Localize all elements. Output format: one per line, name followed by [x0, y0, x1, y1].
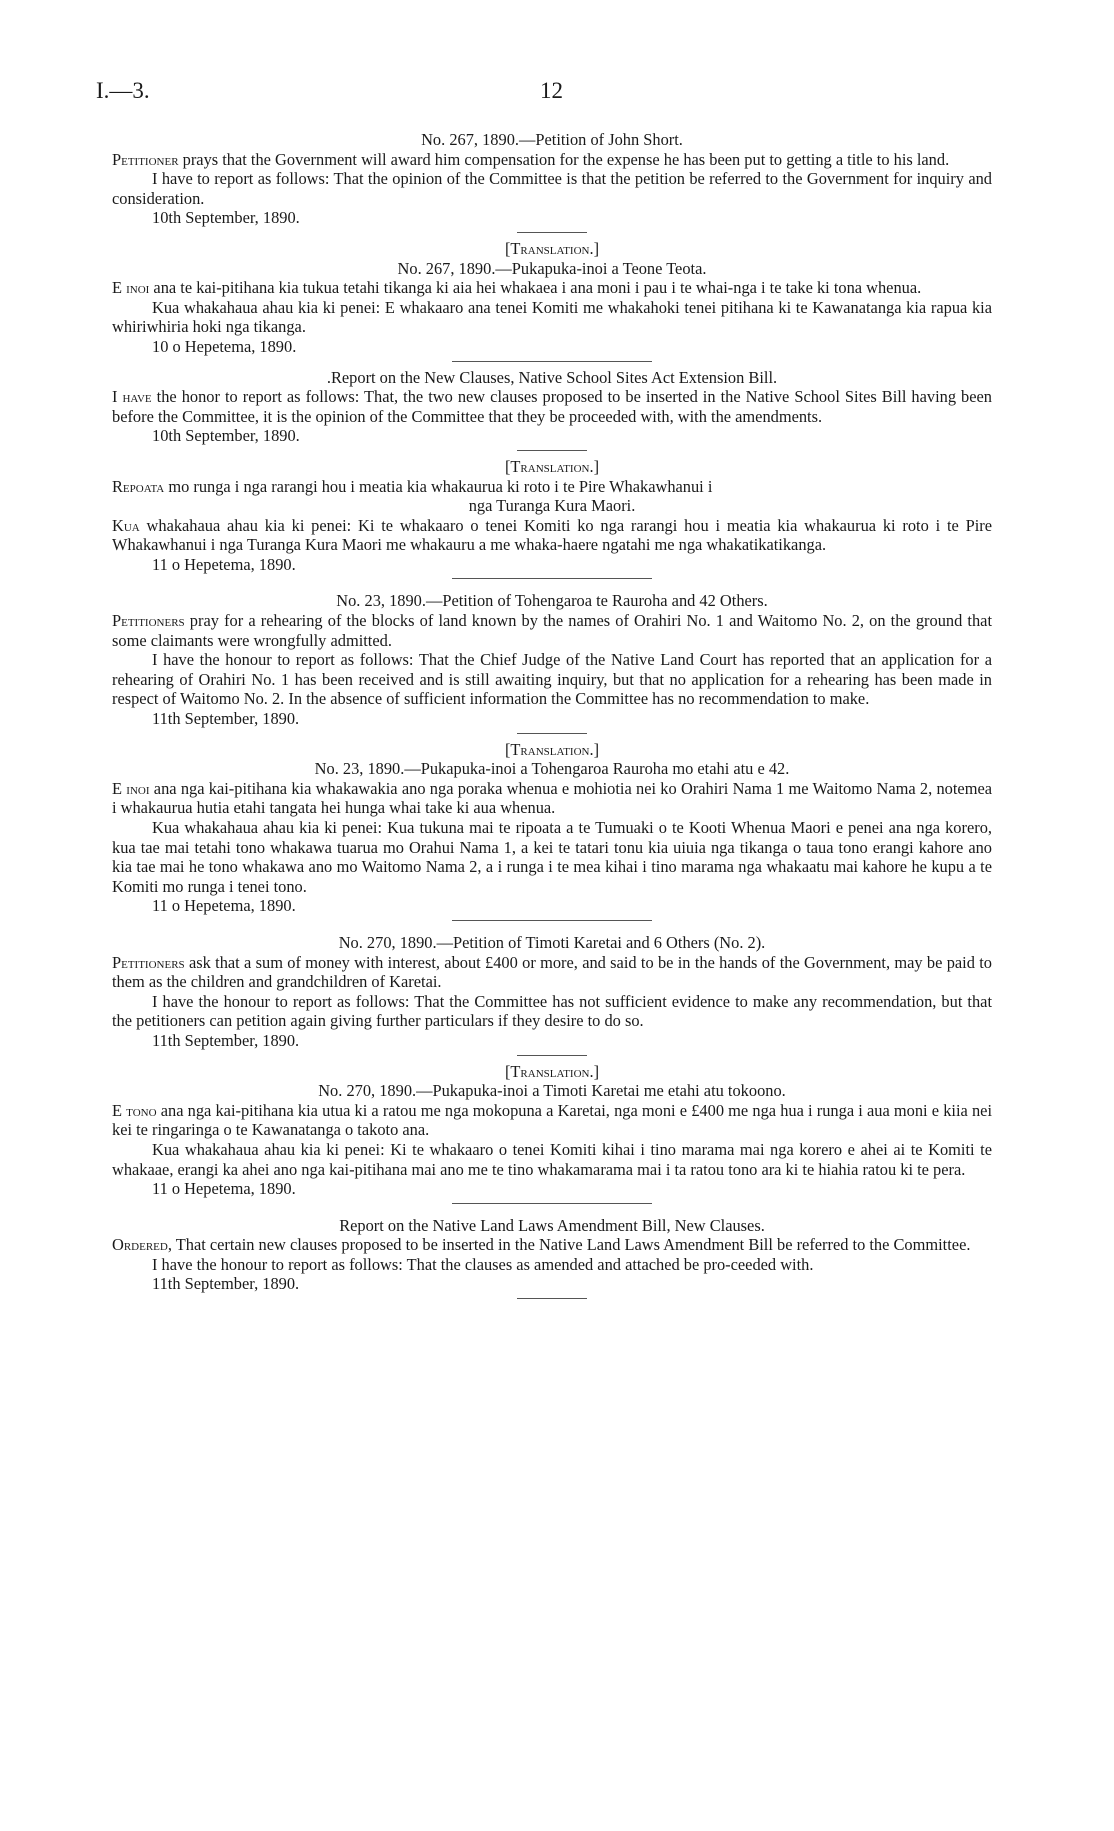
translation-label: [Translation.]	[504, 456, 600, 476]
committee-report: Kua whakahaua ahau kia ki penei: E whakaaro ana tenei Komiti me whakahoki tenei pitihana ki te Kawanatanga kia rapua kia whiriwhiria hoki nga tikanga.	[112, 297, 992, 337]
report-date: 11 o Hepetema, 1890.	[152, 896, 296, 916]
section-divider	[452, 578, 652, 579]
petition-summary	[112, 953, 992, 992]
paragraph-text: That certain new clauses proposed to be inserted in the Native Land Laws Amendment Bill be referred to the Committee.	[171, 1235, 971, 1255]
paragraph-text: prays that the Government will award him compensation for the expense he has been put to getting a title to his land.	[178, 149, 950, 169]
report-title-continued: nga Turanga Kura Maori.	[468, 496, 636, 516]
translation-label: [Translation.]	[504, 238, 600, 258]
lead-word: I have	[112, 387, 152, 407]
petition-title: No. 23, 1890.—Petition of Tohengaroa te Rauroha and 42 Others.	[336, 591, 768, 611]
paragraph-text: whakahaua ahau kia ki penei: Ki te whakaaro o tenei Komiti ko nga rarangi hou i meatia kia whakaurua ki roto i te Pire Whakawhanui i nga Turanga Kura Maori me whakauru a me whaka-haere ngatahi me nga whakatikatikanga.	[112, 515, 992, 555]
divider	[517, 1298, 587, 1299]
divider	[517, 1055, 587, 1056]
lead-word: Petitioner	[112, 149, 179, 169]
paragraph-text: the honor to report as follows: That, the two new clauses proposed to be inserted in the Native School Sites Bill having been before the Committee, it is the opinion of the Committee that they be proceeded with, with the amendments.	[112, 387, 992, 426]
petition-title: No. 270, 1890.—Petition of Timoti Karetai and 6 Others (No. 2).	[338, 932, 766, 952]
translation-label: [Translation.]	[504, 1061, 600, 1081]
committee-report: Kua whakahaua ahau kia ki penei: Ki te whakaaro o tenei Komiti kihai i tino marama mai nga korero e ahei ai te Komiti te whakaae, erangi ka ahei ano nga kai-pitihana mai ano me te tino whakamarama mai i ta ratou tono ara ki te hiahia ratou ki te pera.	[112, 1139, 992, 1179]
committee-report: I have to report as follows: That the opinion of the Committee is that the petition be referred to the Government for inquiry and consideration.	[112, 169, 992, 208]
report-title: .Report on the New Clauses, Native School Sites Act Extension Bill.	[326, 367, 778, 387]
lead-word: E inoi	[112, 778, 150, 798]
committee-report: I have the honour to report as follows: That the Chief Judge of the Native Land Court has reported that an application for a rehearing of Orahiri No. 1 has been received and is still awaiting inquiry, but that no application for a rehearing has been made in respect of Waitomo No. 2. In the absence of sufficient information the Committee has no recommendation to make.	[112, 650, 992, 709]
divider	[517, 450, 587, 451]
paragraph-text: mo runga i nga rarangi hou i meatia kia whakaurua ki roto i te Pire Whakawhanui i	[164, 476, 713, 496]
petition-title: No. 267, 1890.—Petition of John Short.	[421, 130, 683, 149]
committee-report: Kua whakahaua ahau kia ki penei: Kua tukuna mai te ripoata a te Tumuaki o te Kooti Whenua Maori e penei ana nga korero, kua tae mai tetahi tono whakawa tuarua mo Orahui Nama 1, a kei te tatari tonu kia uiuia nga tikanga o taua tono erangi kahore ano kia tae mai he tono whakawa ano mo Waitomo Nama 2, a i runga i te mea kihai i tino marama nga whakaatu mai kahore he kupu a te Komiti mo runga i tenei tono.	[112, 818, 992, 896]
report-date: 11th September, 1890.	[152, 1030, 300, 1050]
report-date: 10th September, 1890.	[152, 426, 300, 446]
paragraph-text: ana nga kai-pitihana kia whakawakia ano nga poraka whenua e mohiotia nei ko Orahiri Nama 1 me Waitomo Nama 2, notemea i whakaurua hutia etahi tangata hei hunga whai take ki aua whenua.	[112, 778, 992, 818]
petition-summary	[112, 1101, 992, 1140]
petition-title: No. 270, 1890.—Pukapuka-inoi a Timoti Karetai me etahi atu tokoono.	[318, 1081, 786, 1101]
lead-word: E tono	[112, 1100, 157, 1120]
report-date: 11 o Hepetema, 1890.	[152, 1179, 296, 1199]
divider	[517, 232, 587, 233]
lead-word: E inoi	[112, 278, 150, 298]
paragraph-text: ana te kai-pitihana kia tukua tetahi tikanga ki aia hei whakaea i ana moni i pau i te whai-nga i te take ki tona whenua.	[149, 278, 922, 298]
report-date: 10th September, 1890.	[152, 208, 300, 228]
section-divider	[452, 920, 652, 921]
committee-report	[112, 516, 992, 555]
document-body	[112, 130, 992, 1305]
section-divider	[452, 1203, 652, 1204]
translation-label: [Translation.]	[504, 739, 600, 759]
lead-word: Kua	[112, 515, 140, 535]
report-date: 11 o Hepetema, 1890.	[152, 554, 296, 574]
lead-word: Ordered,	[112, 1235, 172, 1255]
committee-report: I have the honour to report as follows: That the Committee has not sufficient evidence to make any recommendation, but that the petitioners can petition again giving further particulars if they desire to do so.	[112, 991, 992, 1031]
petition-summary	[112, 278, 992, 298]
lead-word: Repoata	[112, 476, 165, 496]
section-divider	[452, 361, 652, 362]
page-number: 12	[540, 78, 563, 103]
petition-summary	[112, 779, 992, 818]
report-title: Report on the Native Land Laws Amendment Bill, New Clauses.	[339, 1215, 765, 1235]
petition-title: No. 23, 1890.—Pukapuka-inoi a Tohengaroa Rauroha mo etahi atu e 42.	[314, 759, 790, 779]
committee-report: I have the honour to report as follows: That the clauses as amended and attached be pro-ceeded with.	[152, 1254, 814, 1274]
order-text	[112, 1235, 992, 1255]
divider	[517, 733, 587, 734]
lead-word: Petitioners	[112, 952, 185, 972]
report-date: 11th September, 1890.	[152, 1274, 300, 1294]
petition-summary	[112, 611, 992, 650]
report-date: 10 o Hepetema, 1890.	[152, 336, 297, 356]
report-date: 11th September, 1890.	[152, 709, 300, 729]
committee-report	[112, 387, 992, 426]
paragraph-text: pray for a rehearing of the blocks of land known by the names of Orahiri No. 1 and Waitomo No. 2, on the ground that some claimants were wrongfully admitted.	[112, 611, 992, 650]
report-title	[112, 477, 992, 497]
lead-word: Petitioners	[112, 611, 185, 631]
paragraph-text: ask that a sum of money with interest, about £400 or more, and said to be in the hands of the Government, may be paid to them as the children and grandchildren of Karetai.	[112, 952, 992, 992]
petition-title: No. 267, 1890.—Pukapuka-inoi a Teone Teota.	[397, 258, 707, 278]
petition-summary	[112, 150, 992, 170]
document-code: I.—3.	[96, 78, 150, 103]
paragraph-text: ana nga kai-pitihana kia utua ki a ratou me nga mokopuna a Karetai, nga moni e £400 me nga hua i runga i aua moni e kiia nei kei te ringaringa o te Kawanatanga o takoto ana.	[112, 1100, 992, 1140]
